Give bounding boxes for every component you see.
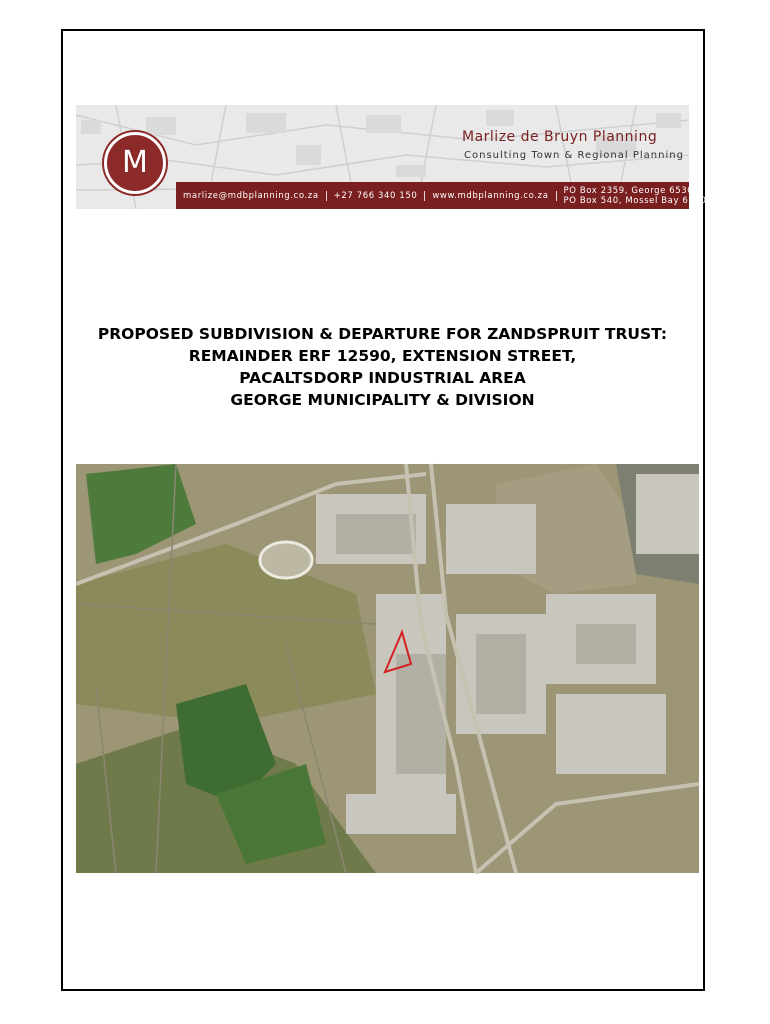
- company-logo: M: [104, 132, 166, 194]
- letterhead-banner: [76, 105, 707, 209]
- title-line-1: PROPOSED SUBDIVISION & DEPARTURE FOR ZANDSPRUIT TRUST:: [97, 325, 668, 343]
- title-line-3: PACALTSDORP INDUSTRIAL AREA: [239, 369, 526, 387]
- contact-phone: +27 766 340 150: [327, 191, 426, 201]
- contact-bar: [176, 182, 707, 209]
- contact-postal: [557, 186, 714, 206]
- aerial-photo: [76, 464, 699, 873]
- po-box-mossel-bay: PO Box 540, Mossel Bay 6500: [563, 195, 707, 206]
- title-line-4: GEORGE MUNICIPALITY & DIVISION: [230, 391, 535, 409]
- company-name: Marlize de Bruyn Planning: [462, 129, 658, 145]
- contact-website[interactable]: www.mdbplanning.co.za: [425, 191, 556, 201]
- company-tagline: Consulting Town & Regional Planning: [464, 150, 684, 161]
- title-line-2: REMAINDER ERF 12590, EXTENSION STREET,: [188, 347, 577, 365]
- po-box-george: PO Box 2359, George 6530: [563, 185, 694, 196]
- document-title: [76, 323, 689, 411]
- contact-email[interactable]: marlize@mdbplanning.co.za: [176, 191, 327, 201]
